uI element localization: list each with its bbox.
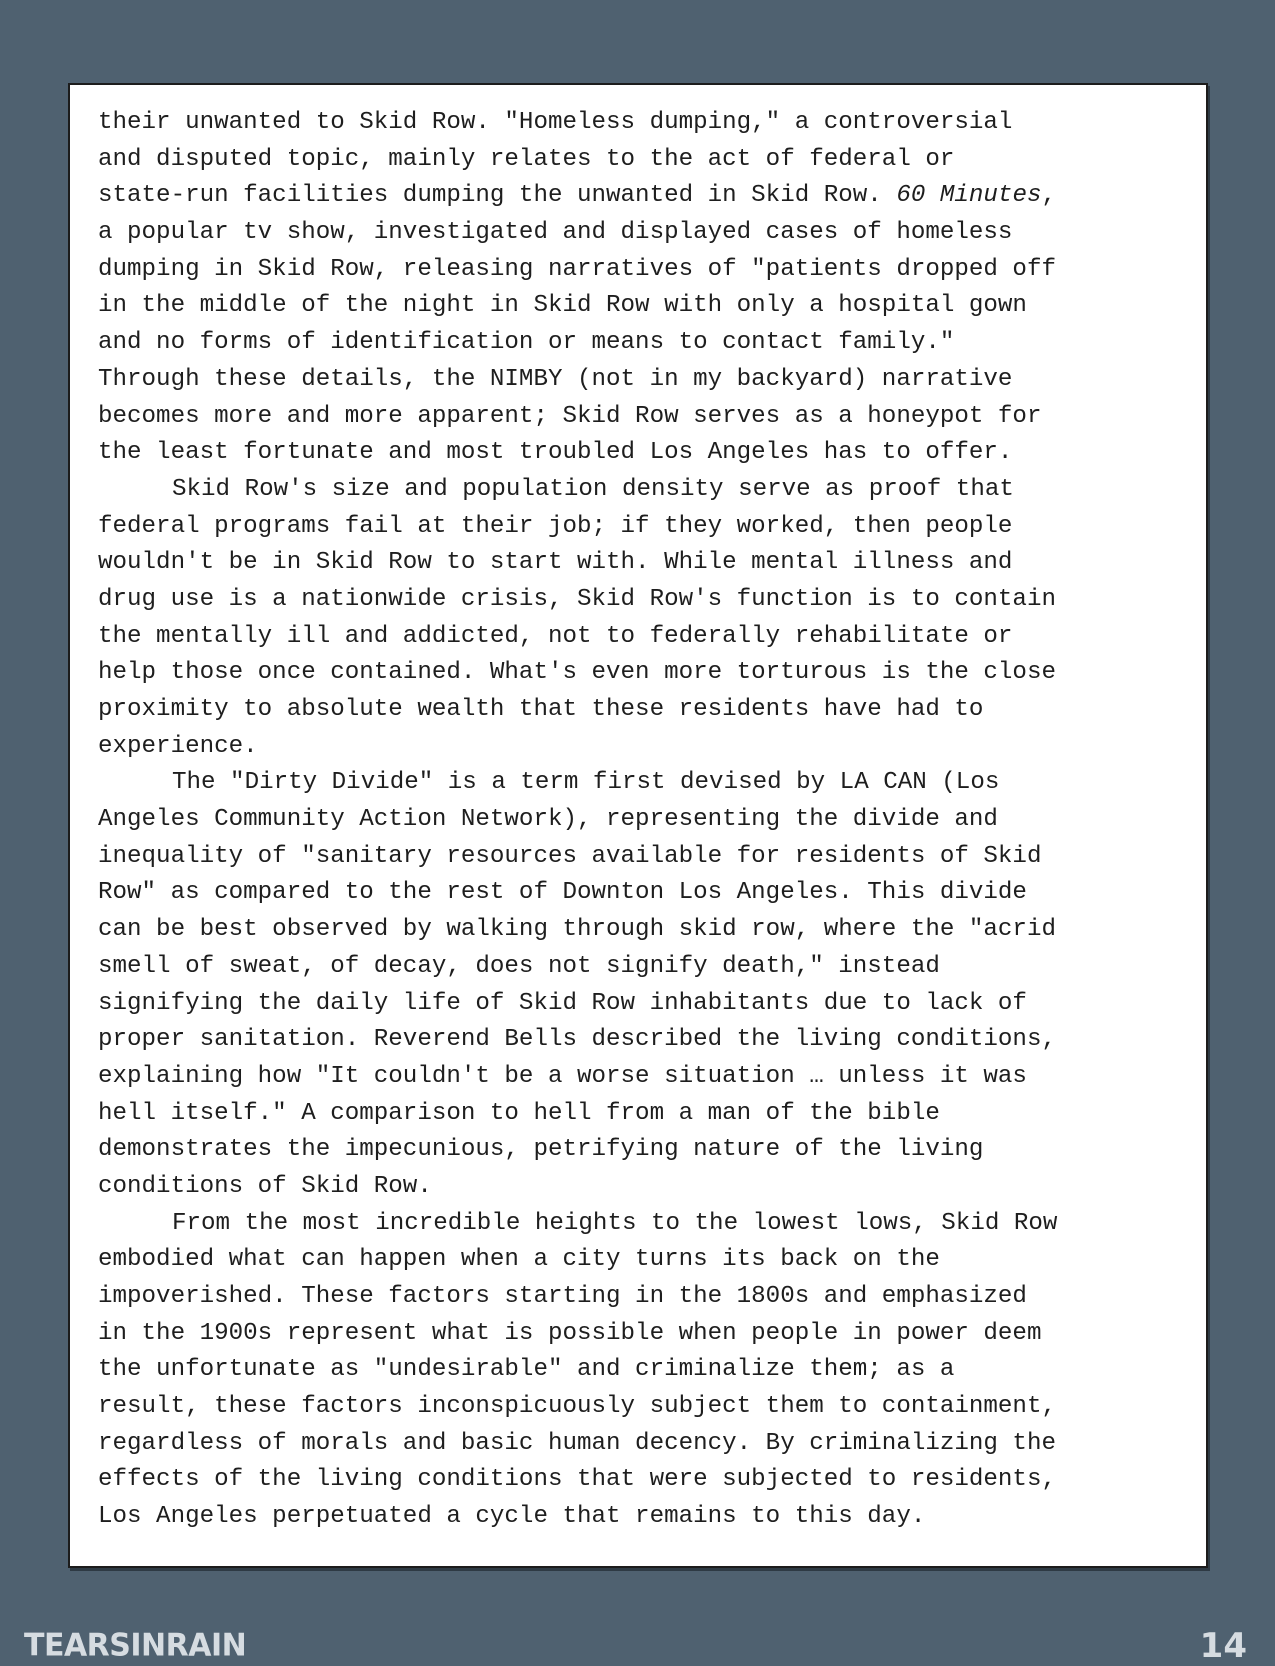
text-line (98, 1022, 1198, 1059)
text-segment: signifying the daily life of Skid Row inhabitants due to lack of (98, 989, 1027, 1017)
text-segment: can be best observed by walking through skid row, where the "acrid (98, 916, 1056, 944)
text-line (98, 802, 1198, 839)
text-segment: Los Angeles perpetuated a cycle that remains to this day. (98, 1503, 926, 1531)
text-line (98, 325, 1198, 362)
paragraph (98, 765, 1198, 1205)
text-segment: explaining how "It couldn't be a worse situation … unless it was (98, 1062, 1027, 1090)
text-line (98, 692, 1198, 729)
text-line (98, 1279, 1198, 1316)
text-line (98, 509, 1198, 546)
text-segment: , (1041, 182, 1056, 210)
text-line (98, 105, 1198, 142)
text-line (98, 1352, 1198, 1389)
text-segment: From the most incredible heights to the lowest lows, Skid Row (172, 1209, 1058, 1237)
text-segment: the unfortunate as "undesirable" and criminalize them; as a (98, 1356, 955, 1384)
text-line (98, 729, 1198, 766)
text-line (98, 288, 1198, 325)
text-segment: the mentally ill and addicted, not to federally rehabilitate or (98, 622, 1013, 650)
paragraph (98, 1206, 1198, 1536)
text-segment: help those once contained. What's even more torturous is the close (98, 659, 1056, 687)
text-line (98, 949, 1198, 986)
text-segment: effects of the living conditions that were subjected to residents, (98, 1466, 1056, 1494)
text-segment: Row" as compared to the rest of Downton Los Angeles. This divide (98, 879, 1027, 907)
text-line (98, 619, 1198, 656)
text-line (98, 252, 1198, 289)
text-line (98, 1169, 1198, 1206)
text-line (98, 1206, 1198, 1243)
text-segment: becomes more and more apparent; Skid Row serves as a honeypot for (98, 402, 1042, 430)
text-line (98, 839, 1198, 876)
text-segment: demonstrates the impecunious, petrifying nature of the living (98, 1136, 984, 1164)
text-segment: regardless of morals and basic human decency. By criminalizing the (98, 1429, 1056, 1457)
page-panel (68, 83, 1208, 1568)
text-line (98, 1426, 1198, 1463)
text-line (98, 1059, 1198, 1096)
text-line (98, 472, 1198, 509)
text-line (98, 362, 1198, 399)
text-line (98, 1499, 1198, 1536)
paragraph (98, 105, 1198, 472)
text-segment: proximity to absolute wealth that these residents have had to (98, 696, 984, 723)
text-line (98, 399, 1198, 436)
text-segment: in the middle of the night in Skid Row with only a hospital gown (98, 292, 1027, 320)
text-line (98, 655, 1198, 692)
footer-brand-logo: TEARSINRAIN (24, 1627, 247, 1664)
text-line (98, 582, 1198, 619)
text-segment: inequality of "sanitary resources available for residents of Skid (98, 842, 1042, 870)
text-segment: the least fortunate and most troubled Los Angeles has to offer. (98, 439, 1013, 467)
text-line (98, 178, 1198, 215)
text-segment: impoverished. These factors starting in the 1800s and emphasized (98, 1283, 1027, 1310)
italic-title: 60 Minutes (896, 182, 1042, 210)
text-line (98, 1096, 1198, 1133)
text-line (98, 875, 1198, 912)
text-segment: Skid Row's size and population density serve as proof that (172, 475, 1014, 503)
text-line (98, 1132, 1198, 1169)
text-segment: a popular tv show, investigated and displayed cases of homeless (98, 219, 1013, 247)
text-line (98, 435, 1198, 472)
text-segment: drug use is a nationwide crisis, Skid Row's function is to contain (98, 585, 1056, 613)
text-line (98, 215, 1198, 252)
page-number: 14 (1199, 1626, 1247, 1666)
text-segment: result, these factors inconspicuously subject them to containment, (98, 1393, 1056, 1421)
text-segment: proper sanitation. Reverend Bells described the living conditions, (98, 1026, 1056, 1054)
text-line (98, 912, 1198, 949)
text-segment: conditions of Skid Row. (98, 1172, 432, 1200)
text-segment: dumping in Skid Row, releasing narratives of "patients dropped off (98, 255, 1056, 283)
text-segment: wouldn't be in Skid Row to start with. While mental illness and (98, 549, 1013, 577)
text-segment: and no forms of identification or means to contact family." (98, 329, 955, 357)
article-body (98, 105, 1198, 1536)
text-line (98, 1242, 1198, 1279)
text-segment: their unwanted to Skid Row. "Homeless dumping," a controversial (98, 109, 1013, 136)
text-segment: hell itself." A comparison to hell from a man of the bible (98, 1099, 940, 1127)
text-segment: Through these details, the NIMBY (not in my backyard) narrative (98, 365, 1013, 393)
text-segment: experience. (98, 732, 258, 760)
text-line (98, 986, 1198, 1023)
paragraph (98, 472, 1198, 766)
text-line (98, 1462, 1198, 1499)
text-segment: embodied what can happen when a city turns its back on the (98, 1246, 940, 1274)
text-line (98, 1316, 1198, 1353)
text-segment: The "Dirty Divide" is a term first devised by LA CAN (Los (172, 769, 1000, 797)
text-segment: and disputed topic, mainly relates to the act of federal or (98, 145, 955, 173)
text-segment: Angeles Community Action Network), representing the divide and (98, 806, 998, 834)
text-line (98, 1389, 1198, 1426)
text-segment: federal programs fail at their job; if they worked, then people (98, 512, 1013, 540)
text-segment: in the 1900s represent what is possible when people in power deem (98, 1319, 1042, 1347)
text-line (98, 765, 1198, 802)
text-segment: state-run facilities dumping the unwanted in Skid Row. (98, 182, 897, 210)
text-line (98, 142, 1198, 179)
text-segment: smell of sweat, of decay, does not signify death," instead (98, 952, 940, 980)
text-line (98, 545, 1198, 582)
